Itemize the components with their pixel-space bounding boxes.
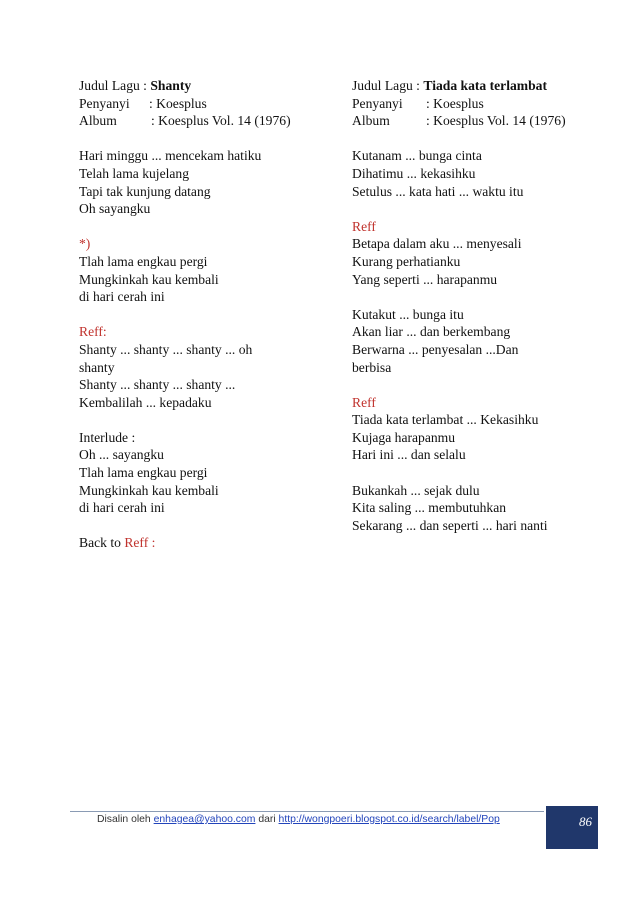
- right-reff-label-2: Reff: [352, 394, 376, 410]
- page-number: 86: [579, 814, 592, 829]
- right-singer-row: Penyanyi : Koesplus: [352, 95, 484, 111]
- left-song-title: Shanty: [150, 78, 192, 93]
- right-song-column: [352, 77, 602, 534]
- left-verse-1: Hari minggu ... mencekam hatiku Telah lama kujelang Tapi tak kunjung datang Oh sayangku: [79, 148, 262, 217]
- footer-divider: [70, 811, 544, 812]
- left-title-row: Judul Lagu : Shanty: [79, 78, 192, 93]
- left-singer-row: Penyanyi : Koesplus: [79, 95, 207, 111]
- left-song-meta: [79, 77, 339, 130]
- left-marker: *): [79, 236, 91, 252]
- right-verse-3: Bukankah ... sejak dulu Kita saling ... membutuhkan Sekarang ... dan seperti ... hari nanti: [352, 482, 548, 533]
- right-album-row: Album : Koesplus Vol. 14 (1976): [352, 113, 566, 129]
- left-song-column: [79, 77, 339, 552]
- right-song-meta: [352, 77, 602, 130]
- right-reff-label-1: Reff: [352, 218, 376, 234]
- right-reff-1: Betapa dalam aku ... menyesali Kurang perhatianku Yang seperti ... harapanmu: [352, 236, 522, 287]
- right-song-title: Tiada kata terlambat: [423, 78, 547, 93]
- right-verse-1: Kutanam ... bunga cinta Dihatimu ... kekasihku Setulus ... kata hati ... waktu itu: [352, 148, 524, 199]
- left-interlude: Interlude : Oh ... sayangku Tlah lama engkau pergi Mungkinkah kau kembali di hari cerah ini: [79, 429, 219, 516]
- left-back-to-reff: Back to Reff :: [79, 535, 156, 551]
- left-reff-label: Reff:: [79, 324, 107, 340]
- right-verse-2: Kutakut ... bunga itu Akan liar ... dan berkembang Berwarna ... penyesalan ...Dan berbisa: [352, 306, 519, 375]
- page-number-box: [546, 806, 598, 849]
- left-verse-2: Tlah lama engkau pergi Mungkinkah kau kembali di hari cerah ini: [79, 253, 219, 305]
- right-reff-2: Tiada kata terlambat ... Kekasihku Kujaga harapanmu Hari ini ... dan selalu: [352, 412, 539, 463]
- footer-email-link[interactable]: enhagea@yahoo.com: [153, 814, 256, 825]
- left-album-row: Album : Koesplus Vol. 14 (1976): [79, 113, 291, 129]
- footer-source-link[interactable]: http://wongpoeri.blogspot.co.id/search/label/Pop: [278, 814, 500, 825]
- footer-credit: Disalin oleh enhagea@yahoo.com dari http://wongpoeri.blogspot.co.id/search/label/Pop: [97, 814, 500, 825]
- right-title-row: Judul Lagu : Tiada kata terlambat: [352, 78, 547, 93]
- left-reff: Shanty ... shanty ... shanty ... oh shanty Shanty ... shanty ... shanty ... Kembalilah ... kepadaku: [79, 341, 253, 410]
